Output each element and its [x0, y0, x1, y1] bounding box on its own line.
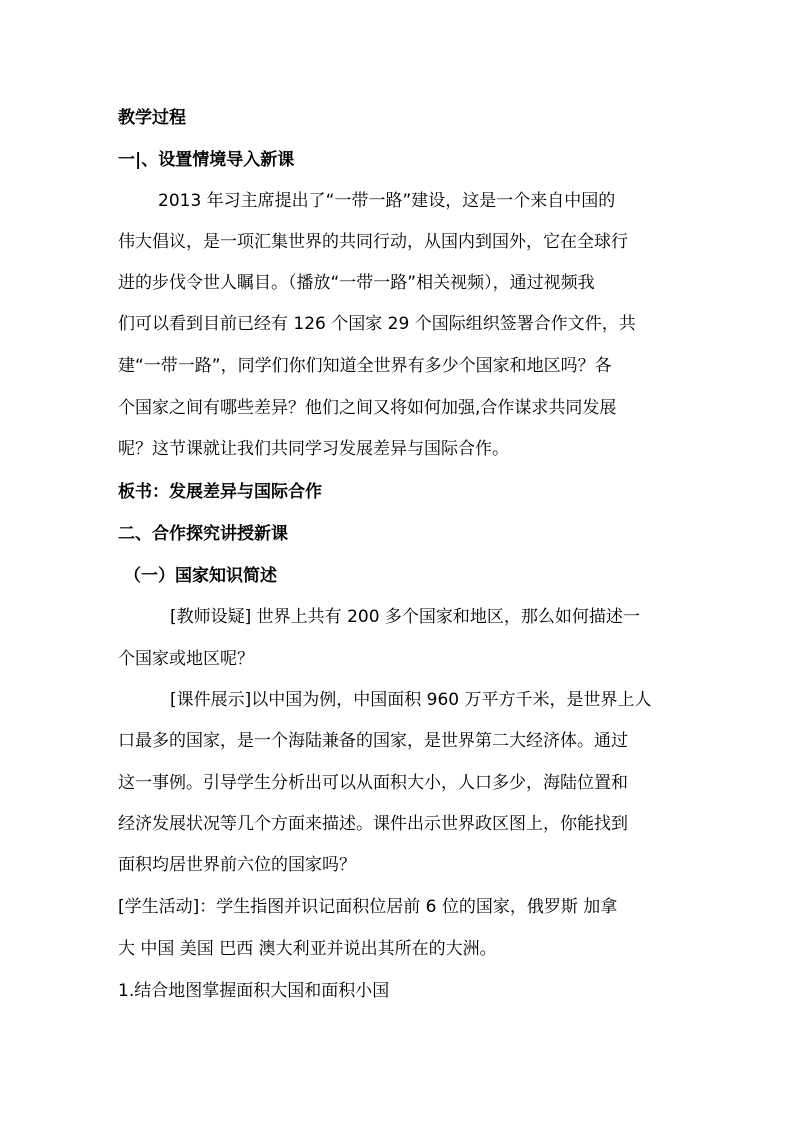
paragraph-1-line-4: 们可以看到目前已经有 126 个国家 29 个国际组织签署合作文件，共 [118, 314, 636, 334]
paragraph-1-line-1: 2013 年习主席提出了“一带一路”建设，这是一个来自中国的 [158, 191, 616, 211]
list-item-1: 1.结合地图掌握面积大国和面积小国 [118, 981, 390, 1001]
board-title: 板书：发展差异与国际合作 [118, 482, 322, 502]
paragraph-2-line-1: [教师设疑] 世界上共有 200 多个国家和地区，那么如何描述一 [170, 607, 640, 627]
paragraph-3-line-2: 口最多的国家，是一个海陆兼备的国家，是世界第二大经济体。通过 [118, 731, 628, 751]
subsection-1-title: （一）国家知识简述 [124, 566, 277, 586]
paragraph-3-line-3: 这一事例。引导学生分析出可以从面积大小，人口多少，海陆位置和 [118, 773, 628, 793]
section-1-title: 一|、设置情境导入新课 [118, 150, 295, 170]
paragraph-1-line-7: 呢？这节课就让我们共同学习发展差异与国际合作。 [118, 439, 509, 459]
section-2-title: 二、合作探究讲授新课 [118, 524, 288, 544]
paragraph-1-line-2: 伟大倡议，是一项汇集世界的共同行动，从国内到国外，它在全球行 [118, 232, 628, 252]
paragraph-3-line-1: [课件展示]以中国为例，中国面积 960 万平方千米，是世界上人 [170, 690, 652, 710]
paragraph-4-line-1: [学生活动]：学生指图并识记面积位居前 6 位的国家，俄罗斯 加拿 [118, 897, 618, 917]
paragraph-4-line-2: 大 中国 美国 巴西 澳大利亚并说出其所在的大洲。 [118, 939, 497, 959]
paragraph-1-line-3: 进的步伐令世人瞩目。（播放“一带一路”相关视频），通过视频我 [118, 273, 595, 293]
paragraph-3-line-4: 经济发展状况等几个方面来描述。课件出示世界政区图上，你能找到 [118, 814, 628, 834]
heading-teaching-process: 教学过程 [118, 108, 186, 128]
paragraph-1-line-6: 个国家之间有哪些差异？他们之间又将如何加强,合作谋求共同发展 [118, 398, 617, 418]
paragraph-2-line-2: 个国家或地区呢？ [118, 649, 254, 669]
paragraph-3-line-5: 面积均居世界前六位的国家吗？ [118, 855, 356, 875]
paragraph-1-line-5: 建“一带一路”，同学们你们知道全世界有多少个国家和地区吗？各 [118, 356, 612, 376]
